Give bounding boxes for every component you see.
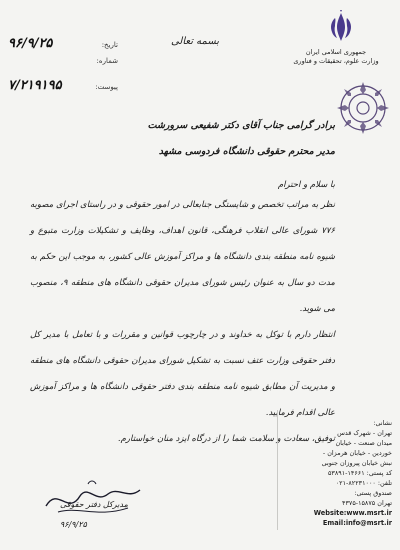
iran-emblem-icon <box>325 10 357 44</box>
address-divider <box>277 410 278 530</box>
attachment-label: پیوست: <box>95 83 118 91</box>
letter-meta <box>8 36 118 99</box>
recipient-title: مدیر محترم حقوقی دانشگاه فردوسی مشهد <box>158 146 335 157</box>
number-row <box>8 57 118 75</box>
signature-date: ۹۶/۹/۲۵ <box>60 520 87 529</box>
ministry-address <box>282 418 392 528</box>
address-line: تهران - شهرک قدس <box>337 429 392 437</box>
address-line: نبش خیابان پیروزان جنوبی <box>321 459 392 467</box>
date-row <box>8 36 118 54</box>
paragraph-expectation: انتظار دارم با توکل به خداوند و در چارچوب قوانین و مقررات و با تعامل با مدیر کل دفتر حقوقی وزارت عتف نسبت به تشکیل شورای مدیران حقوقی دانشگاه های منطقه و مدیریت آن مطابق شیوه نامه منطقه بندی دفتر حقوقی دانشگاه ها و مراکز آموزش عالی اقدام فرمایید. <box>30 330 335 418</box>
paragraph-appointment: نظر به مراتب تخصص و شایستگی جنابعالی در امور حقوقی و در راستای اجرای مصوبه ۷۷۶ شورای عالی انقلاب فرهنگی، قانون اهداف، وظایف و تشکیلات وزارت متبوع و شیوه نامه منطقه بندی دانشگاه ها و مراکز آموزش عالی کشور، به موجب این حکم به مدت دو سال به عنوان رئیس شورای مدیران حقوقی دانشگاه های منطقه ۹، منصوب می شوید. <box>30 200 335 314</box>
closing-line: توفیق، سعادت و سلامت شما را از درگاه ایزد منان خواستارم. <box>117 434 335 444</box>
date-value: ۹۶/۹/۲۵ <box>8 36 53 51</box>
letter-body <box>30 118 335 450</box>
phone-number: تلفن: ۸۲۲۳۱۰۰۰-۰۲۱ <box>335 479 392 487</box>
number-label: شماره: <box>96 57 118 65</box>
address-line: میدان صنعت - خیابان <box>335 439 392 447</box>
ornamental-seal-icon <box>335 80 391 136</box>
email-link[interactable]: Email:info@msrt.ir <box>322 519 392 527</box>
address-line: خوردین - خیابان هرمزان - <box>322 449 392 457</box>
date-label: تاریخ: <box>101 41 118 49</box>
address-heading: نشانی: <box>373 419 392 427</box>
ministry-name <box>290 48 382 66</box>
postal-code: کد پستی: ۱۴۶۶۱-۵۳۸۹۱ <box>327 469 392 477</box>
po-box-value: تهران ۱۵۸۷۵-۴۳۷۵ <box>342 499 392 507</box>
website-link[interactable]: Website:www.msrt.ir <box>313 509 392 517</box>
greeting: با سلام و احترام <box>277 180 335 190</box>
recipient-name: برادر گرامی جناب آقای دکتر شفیعی سرورشت <box>147 120 335 131</box>
attachment-row <box>8 78 118 96</box>
po-box-label: صندوق پستی: <box>354 489 392 497</box>
bismillah-heading: بسمه تعالی <box>170 36 220 47</box>
signatory-title: مدیرکل دفتر حقوقی <box>60 500 128 509</box>
attachment-value: ۷/۲۱۹۱۹۵ <box>8 78 62 93</box>
ministry-line1: جمهوری اسلامی ایران <box>305 48 367 56</box>
ministry-line2: وزارت علوم، تحقیقات و فناوری <box>293 57 379 65</box>
